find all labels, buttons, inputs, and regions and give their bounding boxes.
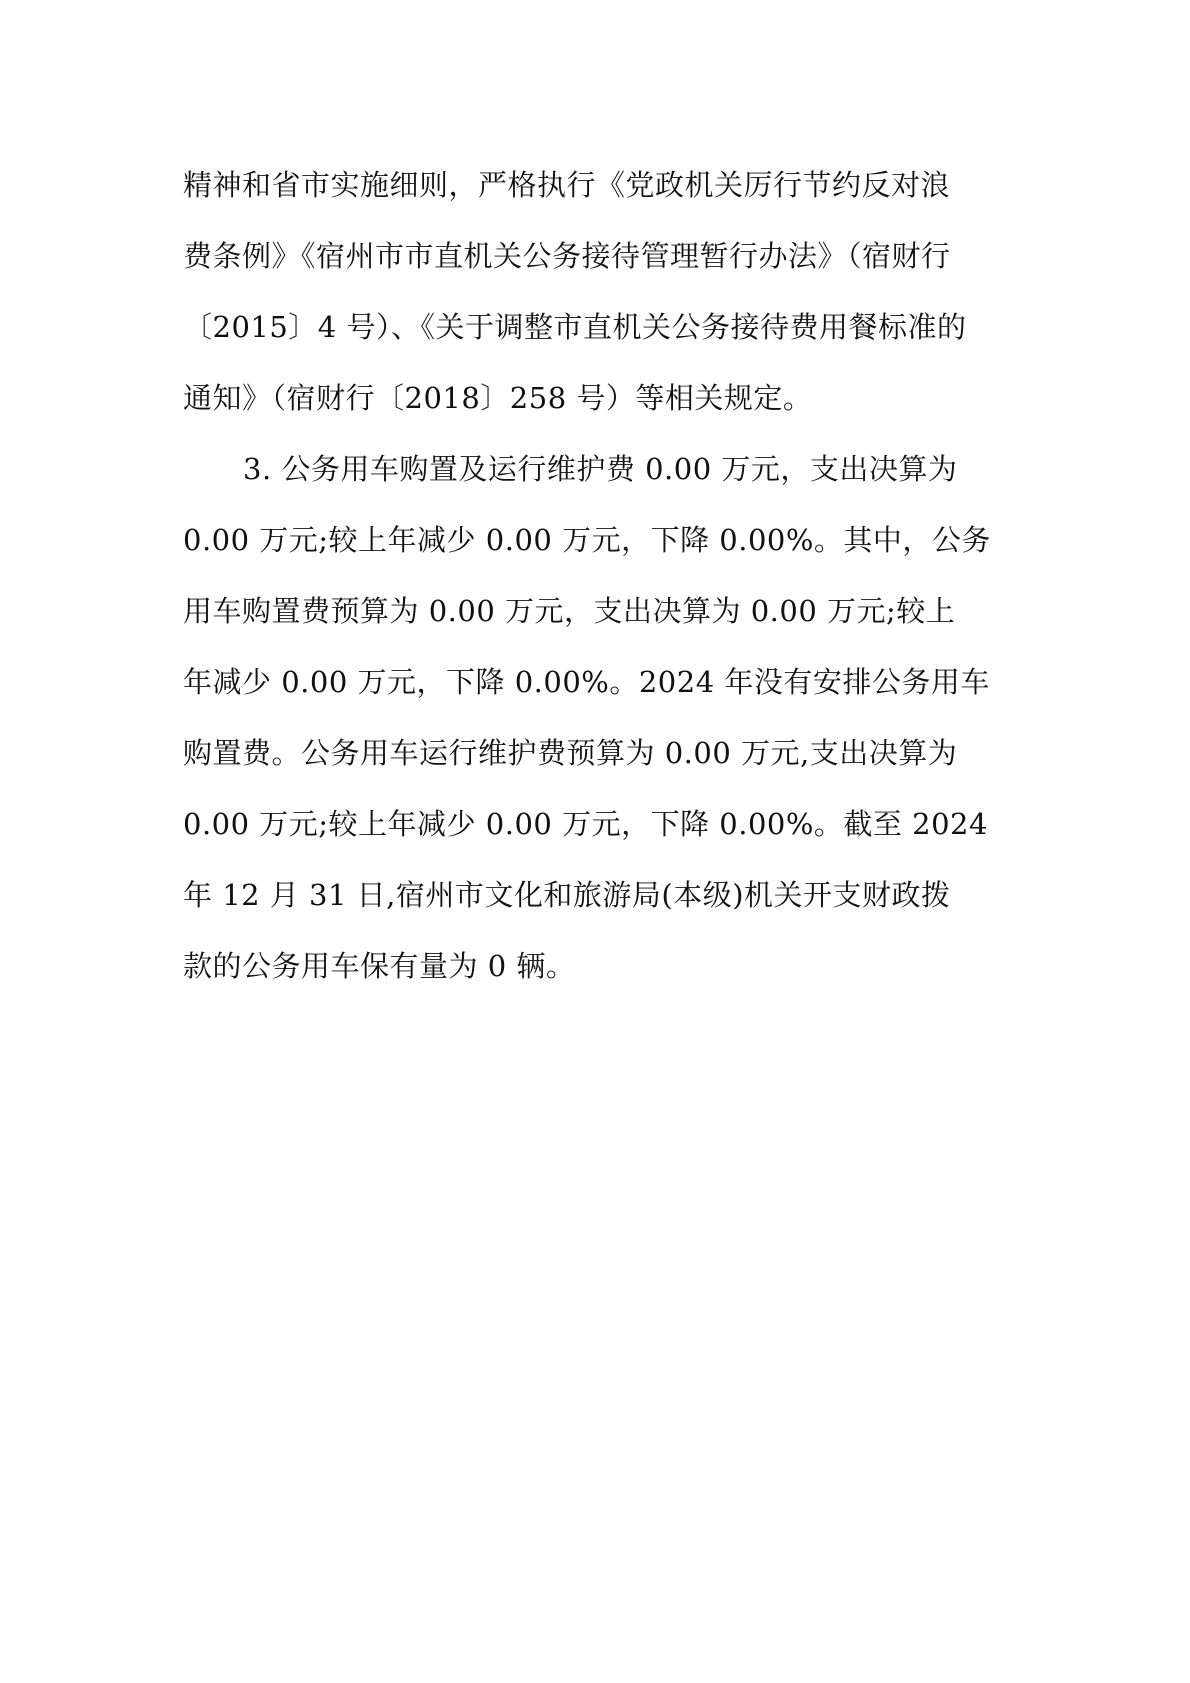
paragraph-official-vehicle-costs [183, 434, 1013, 1002]
text-line: 通知》（宿财行〔2018〕258 号）等相关规定。 [183, 381, 813, 415]
text-line: 年减少 0.00 万元，下降 0.00%。2024 年没有安排公务用车 [183, 665, 990, 699]
text-line: 费条例》《宿州市市直机关公务接待管理暂行办法》（宿财行 [183, 239, 951, 273]
text-line: 精神和省市实施细则，严格执行《党政机关厉行节约反对浪 [183, 168, 951, 202]
text-line: 年 12 月 31 日,宿州市文化和旅游局(本级)机关开支财政拨 [183, 878, 951, 912]
text-line: 〔2015〕4 号）、《关于调整市直机关公务接待费用餐标准的 [183, 310, 967, 344]
text-line: 购置费。公务用车运行维护费预算为 0.00 万元,支出决算为 [183, 736, 958, 770]
paragraph-reception-regulations [183, 150, 1013, 434]
document-body [183, 150, 1013, 1002]
text-line: 0.00 万元;较上年减少 0.00 万元，下降 0.00%。其中，公务 [183, 523, 991, 557]
text-line: 款的公务用车保有量为 0 辆。 [183, 949, 576, 983]
text-line: 3. 公务用车购置及运行维护费 0.00 万元，支出决算为 [243, 452, 958, 486]
text-line: 0.00 万元;较上年减少 0.00 万元，下降 0.00%。截至 2024 [183, 807, 988, 841]
text-line: 用车购置费预算为 0.00 万元，支出决算为 0.00 万元;较上 [183, 594, 956, 628]
